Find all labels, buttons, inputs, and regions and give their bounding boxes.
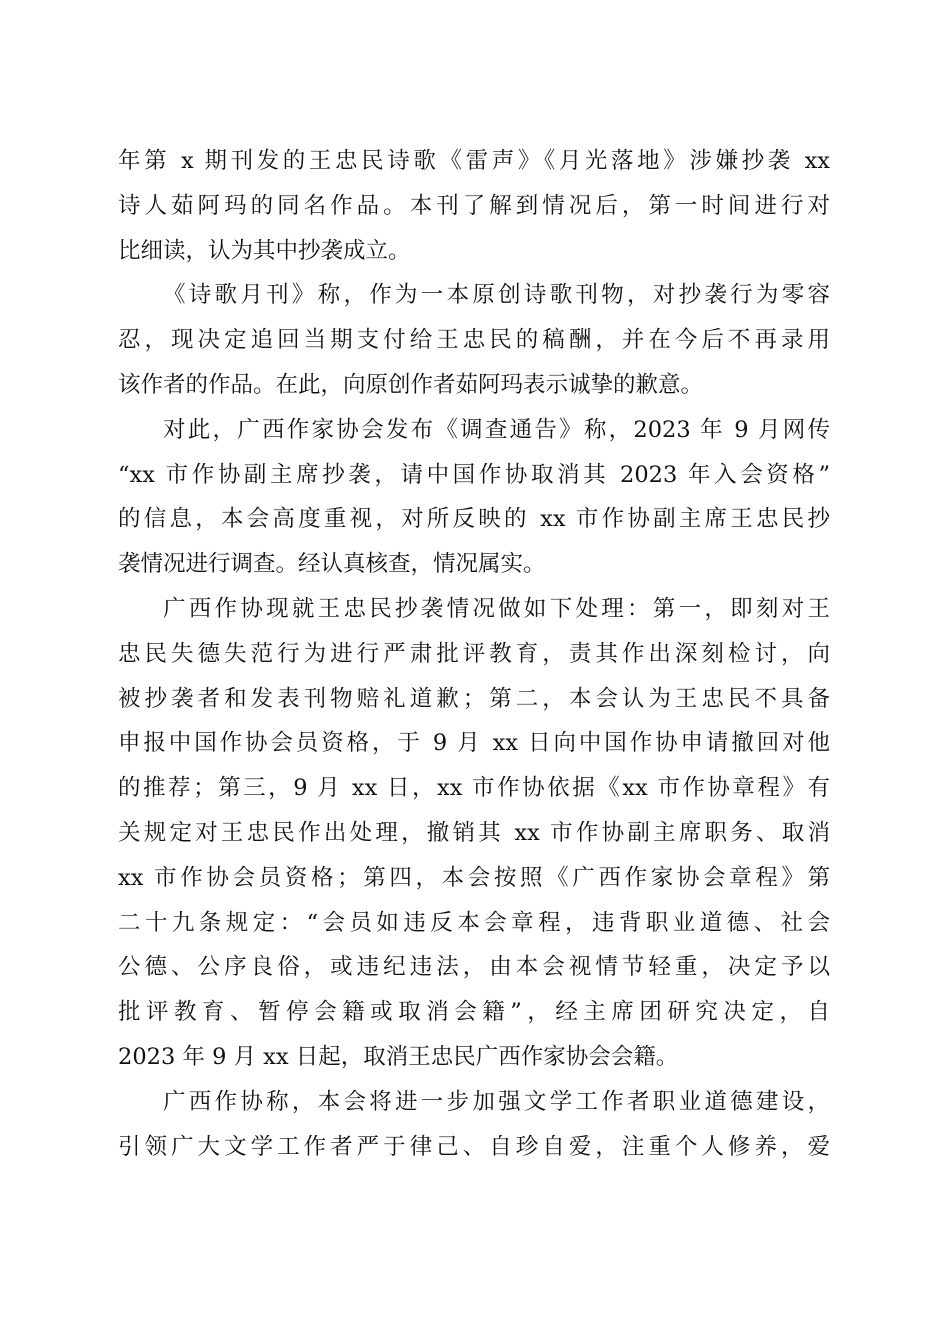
text-line: 被抄袭者和发表刊物赔礼道歉；第二，本会认为王忠民不具备 <box>118 685 830 712</box>
text-line: 的推荐；第三，9 月 xx 日，xx 市作协依据《xx 市作协章程》有 <box>118 775 830 802</box>
text-line: 关规定对王忠民作出处理，撤销其 xx 市作协副主席职务、取消 <box>118 819 830 846</box>
paragraph-5 <box>118 1080 830 1170</box>
paragraph-4 <box>118 587 830 1080</box>
text-line: 袭情况进行调查。经认真核查，情况属实。 <box>118 551 546 578</box>
text-line: 广西作协称，本会将进一步加强文学工作者职业道德建设， <box>163 1088 830 1115</box>
text-line: 《诗歌月刊》称，作为一本原创诗歌刊物，对抄袭行为零容 <box>163 282 830 309</box>
paragraph-3 <box>118 408 830 587</box>
text-line: 公德、公序良俗，或违纪违法，由本会视情节轻重，决定予以 <box>118 954 830 981</box>
text-line: 该作者的作品。在此，向原创作者茹阿玛表示诚挚的歉意。 <box>118 371 704 398</box>
text-line: xx 市作协会员资格；第四，本会按照《广西作家协会章程》第 <box>118 864 830 891</box>
text-line: “xx 市作协副主席抄袭，请中国作协取消其 2023 年入会资格” <box>118 461 830 488</box>
text-line: 比细读，认为其中抄袭成立。 <box>118 237 411 264</box>
document-body <box>118 139 830 1169</box>
text-line: 引领广大文学工作者严于律己、自珍自爱，注重个人修养，爱 <box>118 1133 830 1160</box>
text-line: 忠民失德失范行为进行严肃批评教育，责其作出深刻检讨，向 <box>118 640 830 667</box>
text-line: 年第 x 期刊发的王忠民诗歌《雷声》《月光落地》涉嫌抄袭 xx <box>118 148 830 174</box>
text-line: 广西作协现就王忠民抄袭情况做如下处理：第一，即刻对王 <box>163 595 830 622</box>
text-line: 申报中国作协会员资格，于 9 月 xx 日向中国作协申请撤回对他 <box>118 730 830 757</box>
text-line: 批评教育、暂停会籍或取消会籍”，经主席团研究决定，自 <box>118 999 830 1026</box>
text-line: 2023 年 9 月 xx 日起，取消王忠民广西作家协会会籍。 <box>118 1043 679 1070</box>
text-line: 诗人茹阿玛的同名作品。本刊了解到情况后，第一时间进行对 <box>118 192 830 219</box>
paragraph-1 <box>118 139 830 273</box>
text-line: 二十九条规定：“会员如违反本会章程，违背职业道德、社会 <box>118 909 830 936</box>
text-line: 对此，广西作家协会发布《调查通告》称，2023 年 9 月网传 <box>163 416 830 443</box>
paragraph-2 <box>118 273 830 407</box>
text-line: 的信息，本会高度重视，对所反映的 xx 市作协副主席王忠民抄 <box>118 506 830 533</box>
text-line: 忍，现决定追回当期支付给王忠民的稿酬，并在今后不再录用 <box>118 327 830 354</box>
